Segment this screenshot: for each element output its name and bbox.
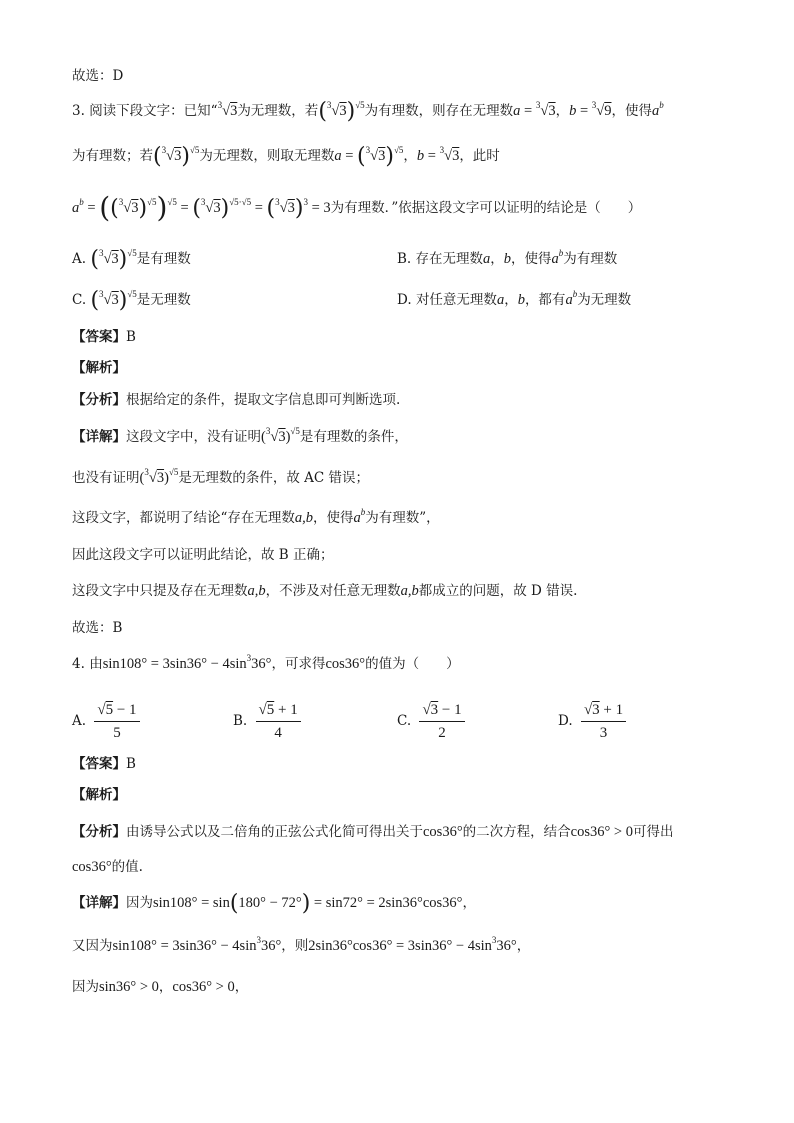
detail-text: ，不涉及对任意无理数 <box>265 583 401 599</box>
detail-text: ，则 <box>281 938 309 954</box>
math-a-b-list: a,b <box>400 583 419 599</box>
option-label: D. <box>558 713 573 729</box>
answer-tag: 【答案】 <box>72 756 126 772</box>
q4-detail-3 <box>72 977 248 997</box>
q3-fenxi <box>72 390 400 410</box>
q4-option-b <box>233 700 305 743</box>
analysis-tag: 【解析】 <box>72 360 126 376</box>
math-a: a <box>496 292 505 308</box>
q3-text: ， <box>555 103 570 119</box>
math-derivation: $a^b = ((^3√3)^{√5})^{√5} = (^3√3)^{√5\cdot√5} = (^3√3)^3 = 3$ <box>72 191 331 224</box>
q3-text: ，此时 <box>459 148 500 164</box>
q3-option-d <box>397 290 631 310</box>
option-label: C. <box>397 713 412 729</box>
option-label: C. <box>72 292 87 308</box>
answer-value: B <box>126 329 136 345</box>
math-cos36-positive: cos36° > 0 <box>570 824 633 840</box>
math-step-1: sin108° = sin(180° − 72°) = sin72° = 2sin36°cos36° <box>153 891 463 916</box>
math-a-b: $a^b$ <box>565 289 578 308</box>
math-b-def: b = $^3$√9 <box>569 100 612 119</box>
detail-text: ， <box>516 938 531 954</box>
detail-text: ， <box>462 895 476 911</box>
q3-text: 为有理数，则存在无理数 <box>364 103 514 119</box>
math-a-def: $a = (^3√3)^{√5}$ <box>334 144 404 169</box>
math-a: a <box>483 251 491 267</box>
option-text: 是有理数 <box>136 251 191 267</box>
math-b-def: b = $^3$√3 <box>416 145 460 164</box>
analysis-tag: 【解析】 <box>72 787 126 803</box>
q3-text: 为无理数，若 <box>237 103 319 119</box>
fenxi-text: 的值. <box>111 859 143 875</box>
option-text: ， <box>490 251 504 267</box>
option-label: B. <box>397 251 412 267</box>
detail-tag: 【详解】 <box>72 429 126 445</box>
math-b: b <box>517 292 525 308</box>
math-a-b-list: a,b <box>294 510 314 526</box>
q4-text: 由 <box>89 656 103 672</box>
q3-detail-3 <box>72 508 440 528</box>
answer-tag: 【答案】 <box>72 329 126 345</box>
detail-text: 是有理数的条件， <box>299 429 408 445</box>
q3-detail-4: 因此这段文字可以证明此结论，故 B 正确； <box>72 547 334 563</box>
option-text: ，使得 <box>511 251 552 267</box>
q3-option-c <box>72 290 191 311</box>
fraction: $\frac{√5 + 1}{4}$ <box>256 700 301 743</box>
fenxi-tag: 【分析】 <box>72 824 126 840</box>
fraction: $\frac{√5 - 1}{5}$ <box>94 700 139 743</box>
detail-text: 都成立的问题，故 D 错误. <box>418 583 578 599</box>
math-power: $(^3√3)^{√5}$ <box>261 426 300 445</box>
math-power: $(^3√3)^{√5}$ <box>318 99 365 124</box>
fenxi-text: 的二次方程，结合 <box>462 824 571 840</box>
q4-fenxi-2 <box>72 857 143 877</box>
math-power: $(^3√3)^{√5}$ <box>90 288 137 313</box>
fenxi-tag: 【分析】 <box>72 392 126 408</box>
detail-text: 也没有证明 <box>72 470 140 486</box>
q3-option-a <box>72 249 191 270</box>
fraction: $\frac{√3 + 1}{3}$ <box>581 700 626 743</box>
option-label: B. <box>233 713 248 729</box>
math-a-b: $a^b$ <box>353 507 366 526</box>
fenxi-text: 由诱导公式以及二倍角的正弦公式化简可得出关于 <box>126 824 423 840</box>
q4-analysis-tag <box>72 785 126 805</box>
option-text: 存在无理数 <box>415 251 484 267</box>
math-cos36-positive: cos36° > 0 <box>172 979 235 995</box>
math-a-b-list: a,b <box>247 583 266 599</box>
q3-text: 为有理数．”依据这段文字可以证明的结论是（ ） <box>330 200 642 216</box>
q3-line-2 <box>72 146 500 167</box>
q3-answer <box>72 327 136 347</box>
prev-answer-select: 故选：D <box>72 68 124 84</box>
q3-detail-1 <box>72 427 408 447</box>
q3-final-select: 故选：B <box>72 620 123 636</box>
option-text: ， <box>504 292 518 308</box>
math-a-b: $a^b$ <box>551 248 564 267</box>
q3-line-3 <box>72 191 642 224</box>
q3-line-1 <box>72 101 664 122</box>
option-label: A. <box>72 251 87 267</box>
q3-detail-2 <box>72 468 369 488</box>
math-power: $(^3√3)^{√5}$ <box>90 247 137 272</box>
q4-text: 的值为（ ） <box>365 656 460 672</box>
q4-detail-2 <box>72 936 530 956</box>
math-power: $(^3√3)^{√5}$ <box>153 144 200 169</box>
q4-stem <box>72 654 460 674</box>
option-text: ，都有 <box>524 292 566 308</box>
math-identity: $\sin 108^\circ = 3\sin 36^\circ - 4\sin^336^\circ$ <box>112 935 282 954</box>
detail-text: 这段文字中，没有证明 <box>126 429 261 445</box>
detail-text: ， <box>234 979 249 995</box>
detail-text: 这段文字，都说明了结论“存在无理数 <box>72 510 295 526</box>
math-cos36: cos36° <box>72 859 112 875</box>
detail-text: ，使得 <box>313 510 354 526</box>
detail-text: 是无理数的条件，故 AC 错误； <box>178 470 370 486</box>
option-label: A. <box>72 713 87 729</box>
option-label: D. <box>397 292 412 308</box>
answer-value: B <box>126 756 136 772</box>
fraction: $\frac{√3 - 1}{2}$ <box>419 700 464 743</box>
option-text: 是无理数 <box>136 292 191 308</box>
q4-option-a <box>72 700 144 743</box>
math-step-2: $2\sin 36^\circ\cos 36^\circ = 3\sin 36^\circ - 4\sin^336^\circ$ <box>308 935 517 954</box>
math-a-b: $a^b$ <box>651 100 664 119</box>
q4-answer <box>72 754 136 774</box>
detail-tag: 【详解】 <box>72 895 126 911</box>
q4-fenxi-1 <box>72 822 673 842</box>
q3-number: 3. <box>72 103 85 119</box>
q3-detail-5 <box>72 581 577 601</box>
q4-text: ，可求得 <box>271 656 326 672</box>
math-power: $(^3√3)^{√5}$ <box>139 467 179 486</box>
q3-text: 阅读下段文字：已知“ <box>89 103 218 119</box>
math-cos36: cos36° <box>325 656 366 672</box>
q3-analysis-tag <box>72 358 126 378</box>
detail-text: 为有理数”， <box>365 510 440 526</box>
q3-option-b <box>397 249 617 269</box>
math-sin36-positive: sin36° > 0 <box>99 979 159 995</box>
q3-text: 为无理数，则取无理数 <box>199 148 335 164</box>
q3-text: ， <box>403 148 417 164</box>
q3-text: ，使得 <box>611 103 652 119</box>
math-cbrt3: $^3$√3 <box>217 100 238 119</box>
math-a-def: a = $^3$√3 <box>513 100 556 119</box>
q3-text: 为有理数；若 <box>72 148 153 164</box>
detail-text: ， <box>158 979 173 995</box>
option-text: 对任意无理数 <box>415 292 497 308</box>
q4-detail-1 <box>72 893 476 914</box>
math-cos36: cos36° <box>423 824 463 840</box>
detail-text: 因为 <box>72 979 99 995</box>
q4-option-c <box>397 700 469 743</box>
detail-text: 又因为 <box>72 938 113 954</box>
detail-text: 因为 <box>126 895 153 911</box>
fenxi-text: 根据给定的条件，提取文字信息即可判断选项. <box>126 392 401 408</box>
fenxi-text: 可得出 <box>632 824 674 840</box>
option-text: 为有理数 <box>563 251 618 267</box>
q4-number: 4. <box>72 656 85 672</box>
math-identity: $\sin 108^\circ = 3\sin 36^\circ - 4\sin^336^\circ$ <box>102 653 272 672</box>
math-b: b <box>503 251 512 267</box>
q4-option-d <box>558 700 630 743</box>
option-text: 为无理数 <box>577 292 632 308</box>
detail-text: 这段文字中只提及存在无理数 <box>72 583 248 599</box>
